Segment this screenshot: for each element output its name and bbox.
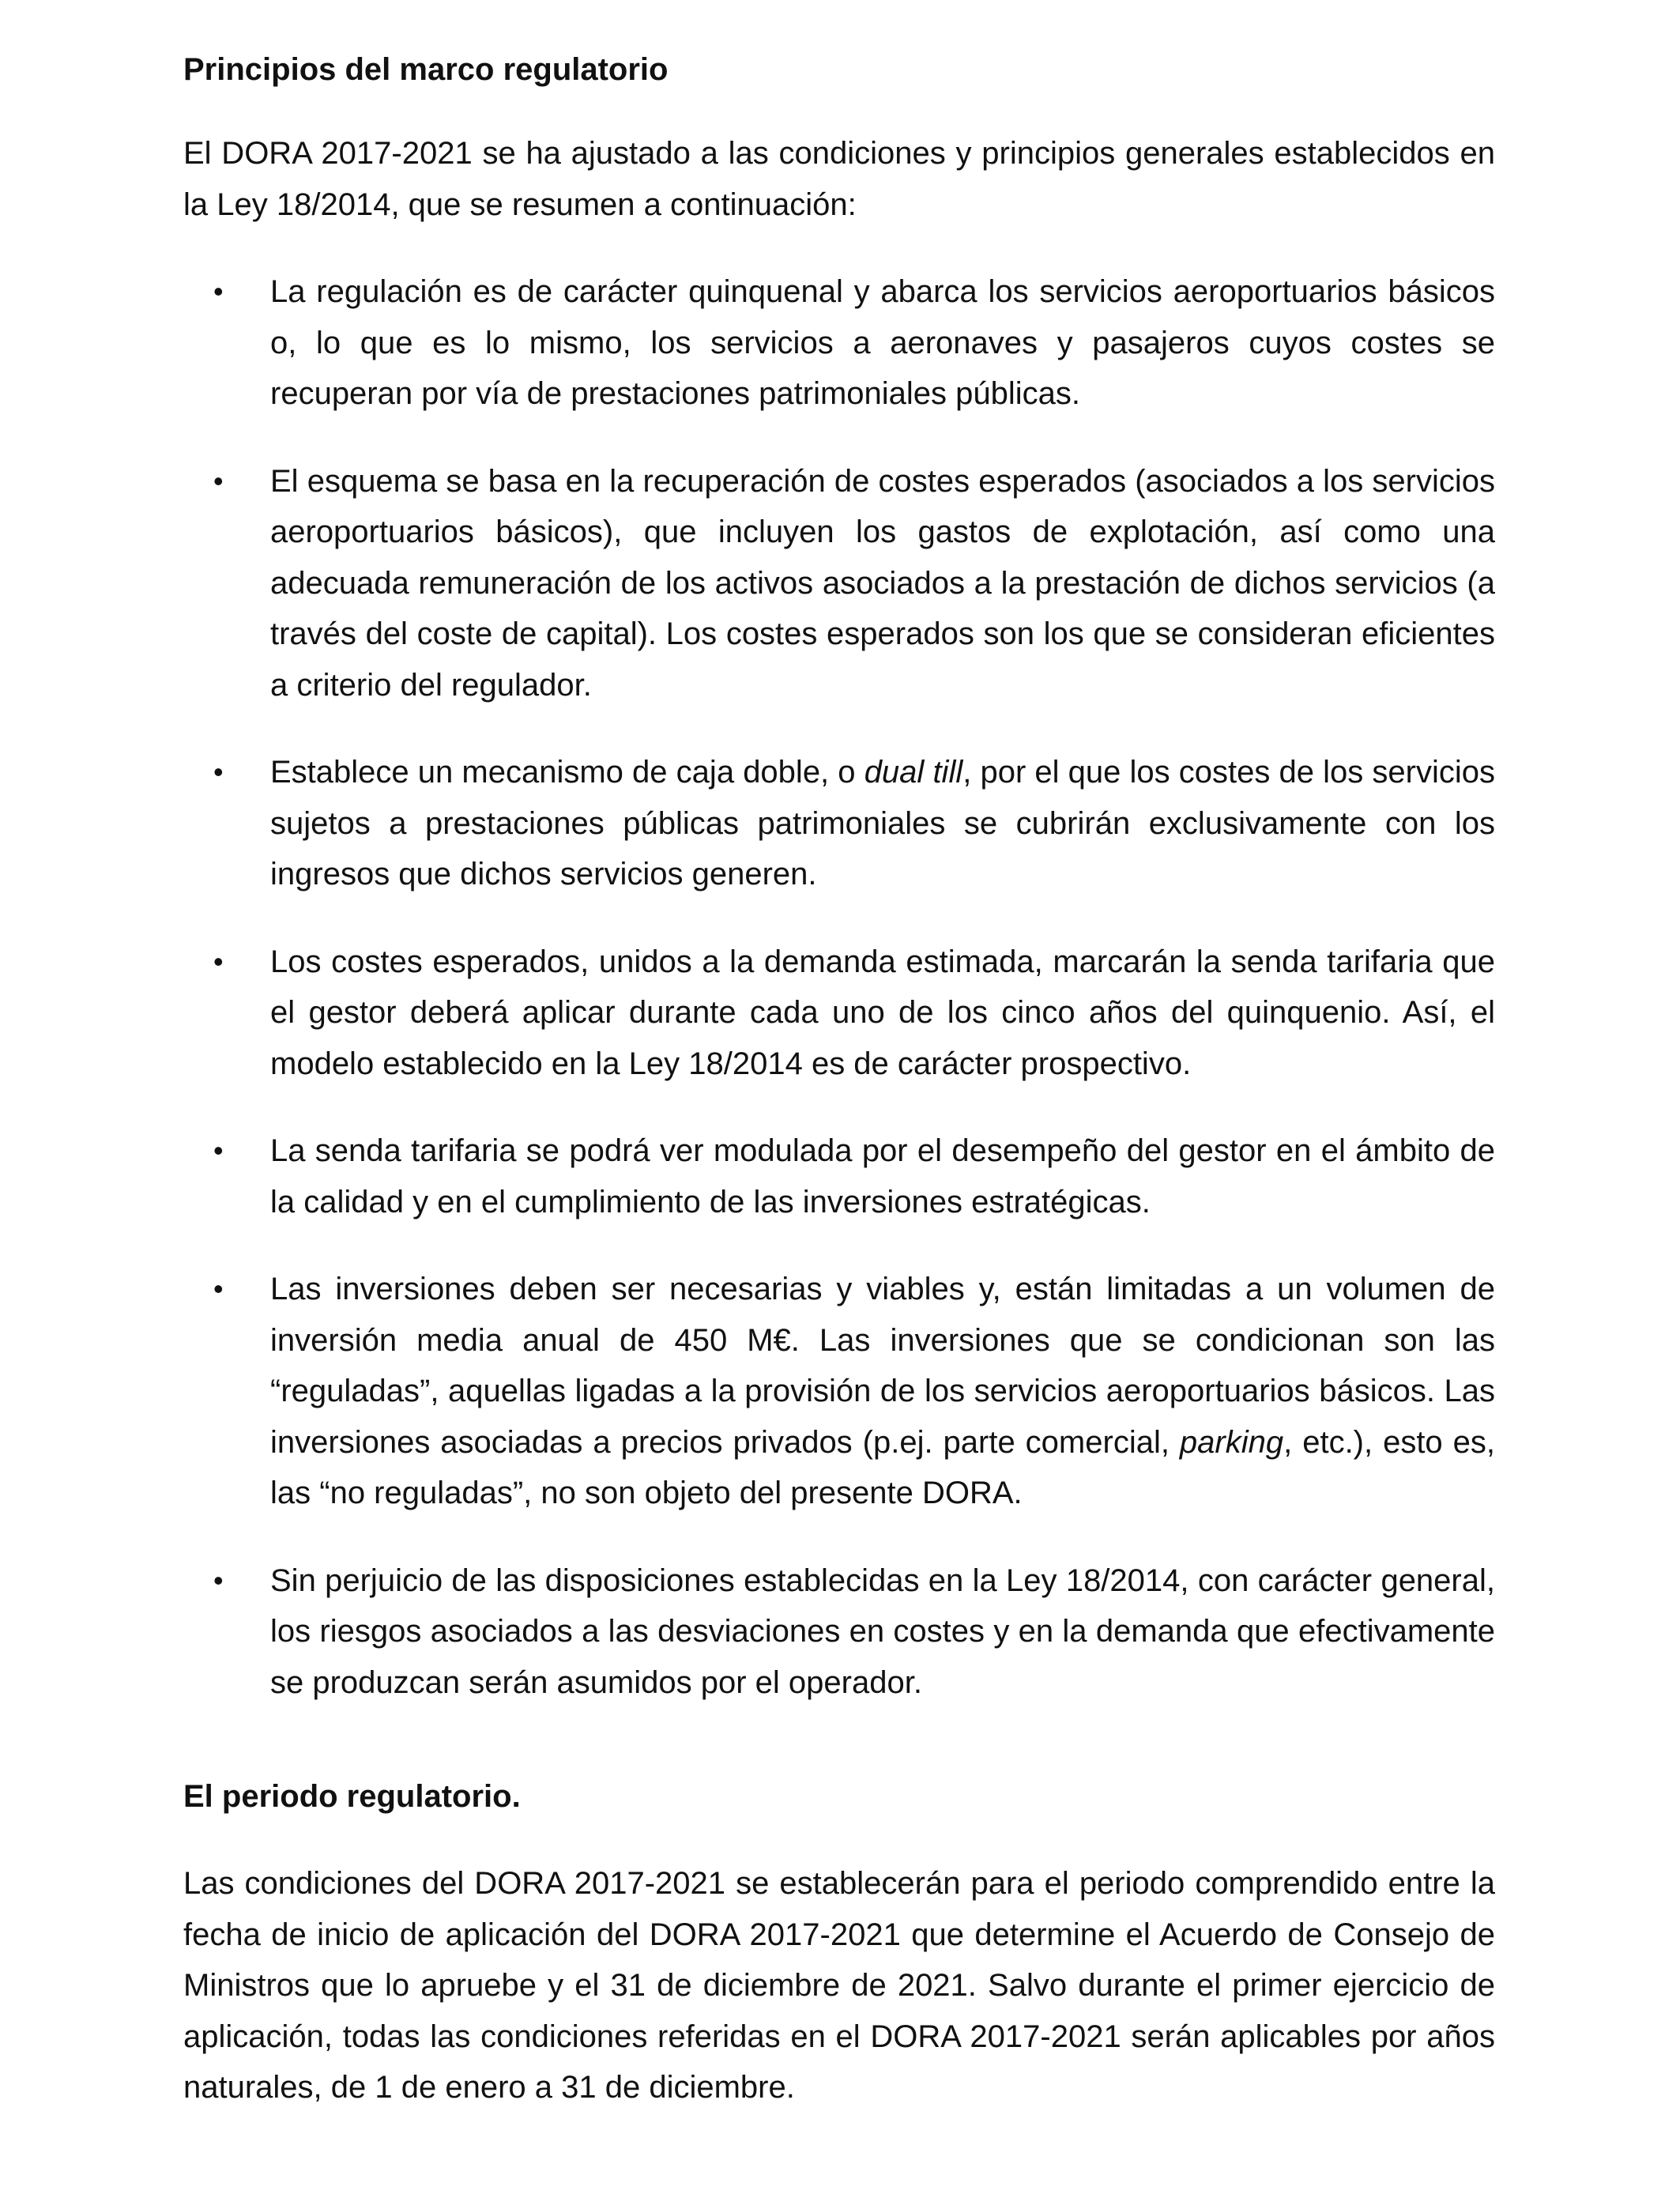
section-heading-principios: Principios del marco regulatorio (183, 52, 669, 87)
bullet-item (183, 1125, 1495, 1227)
bullet-marker-icon: • (213, 1134, 224, 1167)
bullet-item (183, 1555, 1495, 1709)
bullet-text-post: , etc.), esto es, las “no reguladas”, no son objeto del presente DORA. (270, 1424, 1496, 1510)
periodo-paragraph: Las condiciones del DORA 2017-2021 se establecerán para el periodo comprendido entre la fecha de inicio de aplicación del DORA 2017-2021 que determine el Acuerdo de Consejo de Ministros que lo apruebe y el 31 de diciembre de 2021. Salvo durante el primer ejercicio de aplicación, todas las condiciones referidas en el DORA 2017-2021 serán aplicables por años naturales, de 1 de enero a 31 de diciembre. (183, 1866, 1495, 2105)
bullet-item (183, 456, 1495, 711)
bullet-marker-icon: • (213, 756, 224, 788)
principles-bullet-list (183, 266, 1495, 1708)
bullet-text (270, 1272, 1495, 1510)
bullet-marker-icon: • (213, 464, 224, 497)
bullet-item (183, 1264, 1495, 1519)
bullet-item (183, 266, 1495, 420)
bullet-text: Los costes esperados, unidos a la demanda estimada, marcarán la senda tarifaria que el gestor deberá aplicar durante cada uno de los cinco años del quinquenio. Así, el modelo establecido en la Ley 18/2014 es de carácter prospectivo. (270, 944, 1495, 1081)
document-page (183, 44, 1495, 2113)
bullet-text: La senda tarifaria se podrá ver modulada por el desempeño del gestor en el ámbito de la calidad y en el cumplimiento de las inversiones estratégicas. (270, 1133, 1495, 1220)
bullet-text-post: , por el que los costes de los servicios sujetos a prestaciones públicas patrimoniales se cubrirán exclusivamente con los ingresos que dichos servicios generen. (270, 755, 1496, 892)
bullet-marker-icon: • (213, 1563, 224, 1596)
bullet-text-pre: Establece un mecanismo de caja doble, o (270, 755, 864, 790)
intro-paragraph: El DORA 2017-2021 se ha ajustado a las condiciones y principios generales establecidos en la Ley 18/2014, que se resumen a continuación: (183, 136, 1495, 222)
bullet-text-italic: parking (1179, 1424, 1284, 1460)
bullet-marker-icon: • (213, 1272, 224, 1305)
bullet-item (183, 747, 1495, 900)
section-heading-periodo: El periodo regulatorio. (183, 1779, 521, 1814)
bullet-text: La regulación es de carácter quinquenal y abarca los servicios aeroportuarios básicos o, lo que es lo mismo, los servicios a aeronaves y pasajeros cuyos costes se recuperan por vía de prestaciones patrimoniales públicas. (270, 274, 1495, 411)
bullet-marker-icon: • (213, 944, 224, 978)
bullet-text-italic: dual till (864, 755, 963, 790)
bullet-text: El esquema se basa en la recuperación de costes esperados (asociados a los servicios aeroportuarios básicos), que incluyen los gastos de explotación, así como una adecuada remuneración de los activos asociados a la prestación de dichos servicios (a través del coste de capital). Los costes esperados son los que se consideran eficientes a criterio del regulador. (270, 463, 1495, 703)
bullet-text-pre: Las inversiones deben ser necesarias y viables y, están limitadas a un volumen de inversión media anual de 450 M€. Las inversiones que se condicionan son las “reguladas”, aquellas ligadas a la provisión de los servicios aeroportuarios básicos. Las inversiones asociadas a precios privados (p.ej. parte comercial, (270, 1272, 1495, 1460)
bullet-text (270, 755, 1495, 892)
bullet-marker-icon: • (213, 275, 224, 307)
bullet-item (183, 937, 1495, 1090)
bullet-text: Sin perjuicio de las disposiciones establecidas en la Ley 18/2014, con carácter general, los riesgos asociados a las desviaciones en costes y en la demanda que efectivamente se produzcan serán asumidos por el operador. (270, 1563, 1495, 1700)
